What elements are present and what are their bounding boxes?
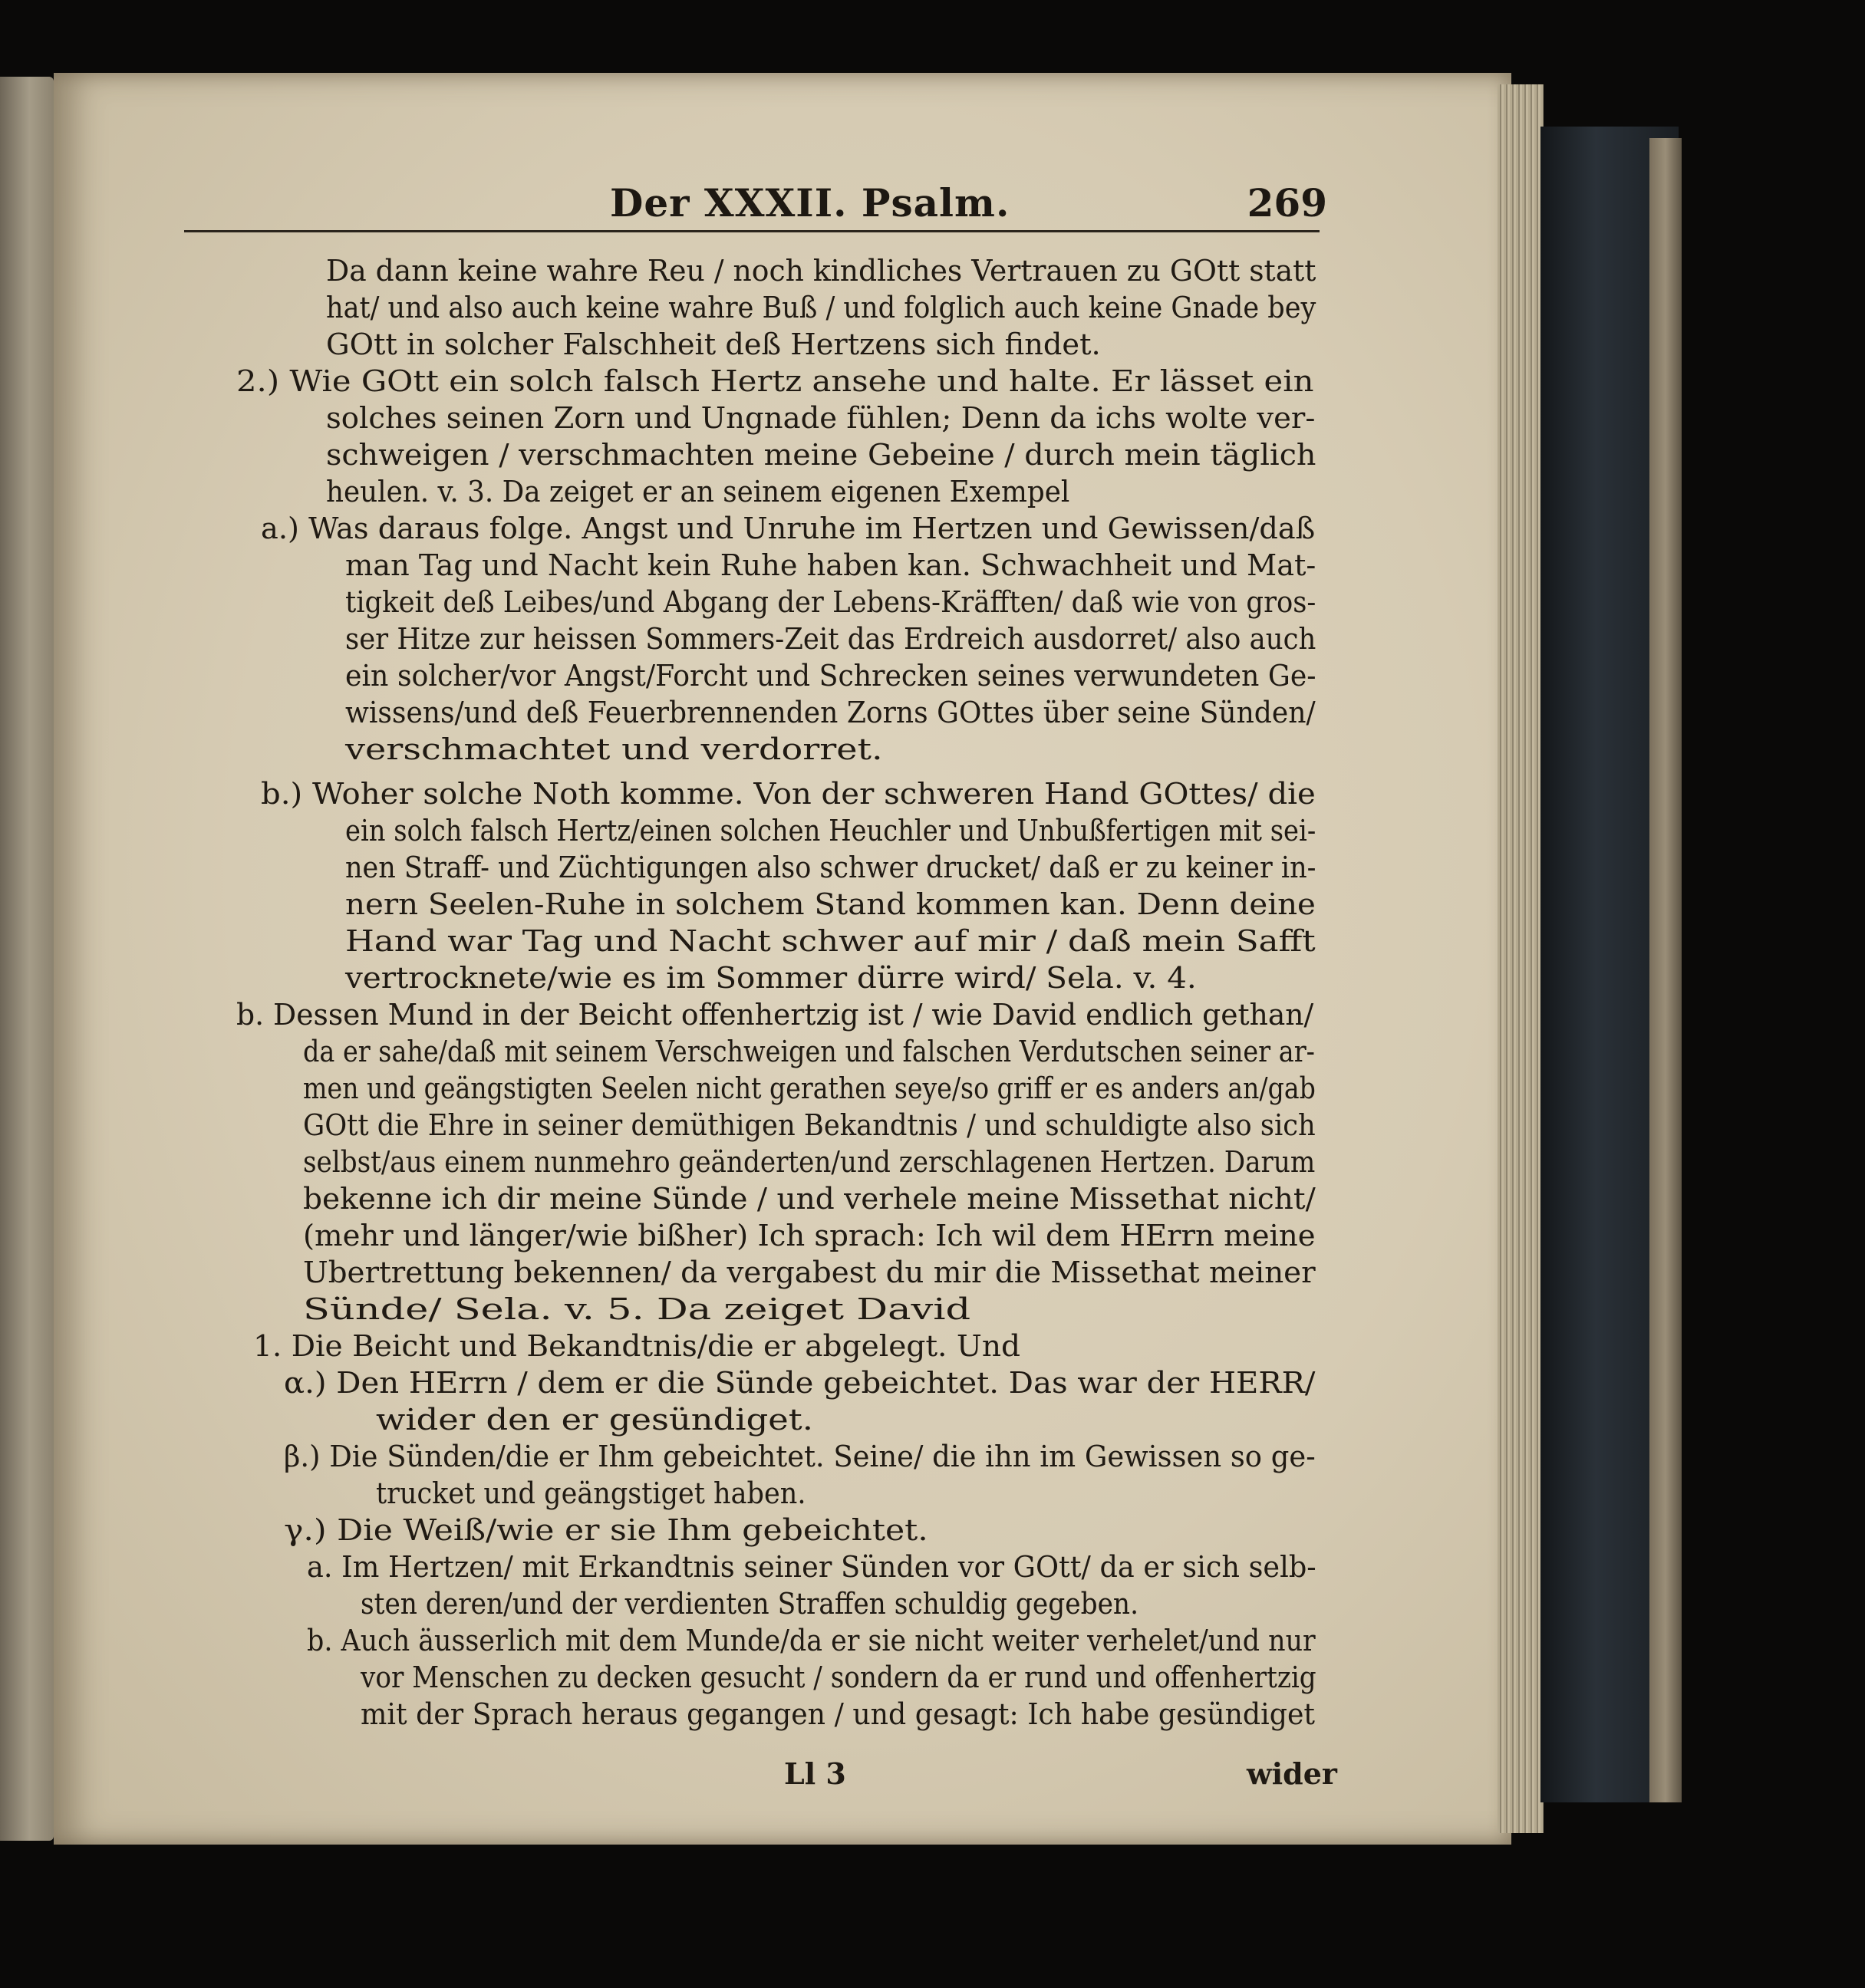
text-line: trucket und geängstiget haben. (376, 1476, 806, 1511)
text-line: a.) Was daraus folge. Angst und Unruhe im Hertzen und Gewissen/daß (261, 512, 1316, 546)
text-line: Hand war Tag und Nacht schwer auf mir / daß mein Safft (345, 924, 1316, 959)
text-line: Da dann keine wahre Reu / noch kindliches Vertrauen zu GOtt statt (326, 254, 1316, 288)
text-line: nern Seelen-Ruhe in solchem Stand kommen kan. Denn deine (345, 887, 1316, 922)
text-line: a. Im Hertzen/ mit Erkandtnis seiner Sünden vor GOtt/ da er sich selb- (307, 1550, 1316, 1585)
text-line: man Tag und Nacht kein Ruhe haben kan. Schwachheit und Mat- (345, 548, 1316, 583)
text-line: men und geängstigten Seelen nicht gerathen seye/so griff er es anders an/gab (303, 1071, 1316, 1106)
text-line: Ubertrettung bekennen/ da vergabest du mir die Missethat meiner (303, 1256, 1316, 1290)
text-line: schweigen / verschmachten meine Gebeine / durch mein täglich (326, 438, 1316, 472)
text-line: β.) Die Sünden/die er Ihm gebeichtet. Seine/ die ihn im Gewissen so ge- (284, 1440, 1316, 1474)
page-number: 269 (1247, 180, 1327, 225)
text-line: GOtt die Ehre in seiner demüthigen Bekandtnis / und schuldigte also sich (303, 1108, 1316, 1143)
text-line: heulen. v. 3. Da zeiget er an seinem eigenen Exempel (326, 475, 1070, 509)
signature-mark: Ll 3 (784, 1756, 846, 1791)
text-line: ein solcher/vor Angst/Forcht und Schrecken seines verwundeten Ge- (345, 659, 1316, 693)
text-line: vertrocknete/wie es im Sommer dürre wird/ Sela. v. 4. (345, 961, 1197, 996)
text-line: vor Menschen zu decken gesucht / sondern da er rund und offenhertzig (361, 1661, 1316, 1695)
text-line: 2.) Wie GOtt ein solch falsch Hertz ansehe und halte. Er lässet ein (236, 364, 1314, 399)
text-line: bekenne ich dir meine Sünde / und verhele meine Missethat nicht/ (303, 1182, 1316, 1216)
text-line: tigkeit deß Leibes/und Abgang der Lebens-Kräfften/ daß wie von gros- (345, 585, 1316, 620)
text-line: ser Hitze zur heissen Sommers-Zeit das Erdreich ausdorret/ also auch (345, 622, 1316, 657)
text-line: nen Straff- und Züchtigungen also schwer drucket/ daß er zu keiner in- (345, 851, 1316, 885)
text-line: solches seinen Zorn und Ungnade fühlen; Denn da ichs wolte ver- (326, 401, 1316, 436)
text-line: mit der Sprach heraus gegangen / und gesagt: Ich habe gesündiget (361, 1697, 1316, 1732)
text-line: α.) Den HErrn / dem er die Sünde gebeichtet. Das war der HERR/ (284, 1366, 1316, 1400)
text-line: b.) Woher solche Noth komme. Von der schweren Hand GOttes/ die (261, 777, 1316, 811)
text-line: GOtt in solcher Falschheit deß Hertzens sich findet. (326, 327, 1101, 362)
text-line: verschmachtet und verdorret. (345, 732, 883, 767)
page-title: Der XXXII. Psalm. (610, 180, 1010, 225)
text-line: selbst/aus einem nunmehro geänderten/und zerschlagenen Hertzen. Darum (303, 1145, 1316, 1180)
text-line: 1. Die Beicht und Bekandtnis/die er abgelegt. Und (253, 1329, 1021, 1364)
text-line: b. Dessen Mund in der Beicht offenhertzig ist / wie David endlich gethan/ (236, 998, 1314, 1032)
text-line: sten deren/und der verdienten Straffen schuldig gegeben. (361, 1587, 1139, 1621)
text-line: ein solch falsch Hertz/einen solchen Heuchler und Unbußfertigen mit sei- (345, 814, 1316, 848)
text-line: wissens/und deß Feuerbrennenden Zorns GOttes über seine Sünden/ (345, 696, 1316, 730)
text-line: hat/ und also auch keine wahre Buß / und folglich auch keine Gnade bey (326, 291, 1316, 325)
catchword: wider (1247, 1756, 1337, 1791)
text-line: Sünde/ Sela. v. 5. Da zeiget David (303, 1292, 971, 1327)
text-line: b. Auch äusserlich mit dem Munde/da er sie nicht weiter verhelet/und nur (307, 1624, 1316, 1658)
text-line: da er sahe/daß mit seinem Verschweigen und falschen Verdutschen seiner ar- (303, 1035, 1315, 1069)
text-line: (mehr und länger/wie bißher) Ich sprach: Ich wil dem HErrn meine (303, 1219, 1316, 1253)
text-line: wider den er gesündiget. (376, 1403, 813, 1437)
text-line: γ.) Die Weiß/wie er sie Ihm gebeichtet. (284, 1513, 928, 1548)
